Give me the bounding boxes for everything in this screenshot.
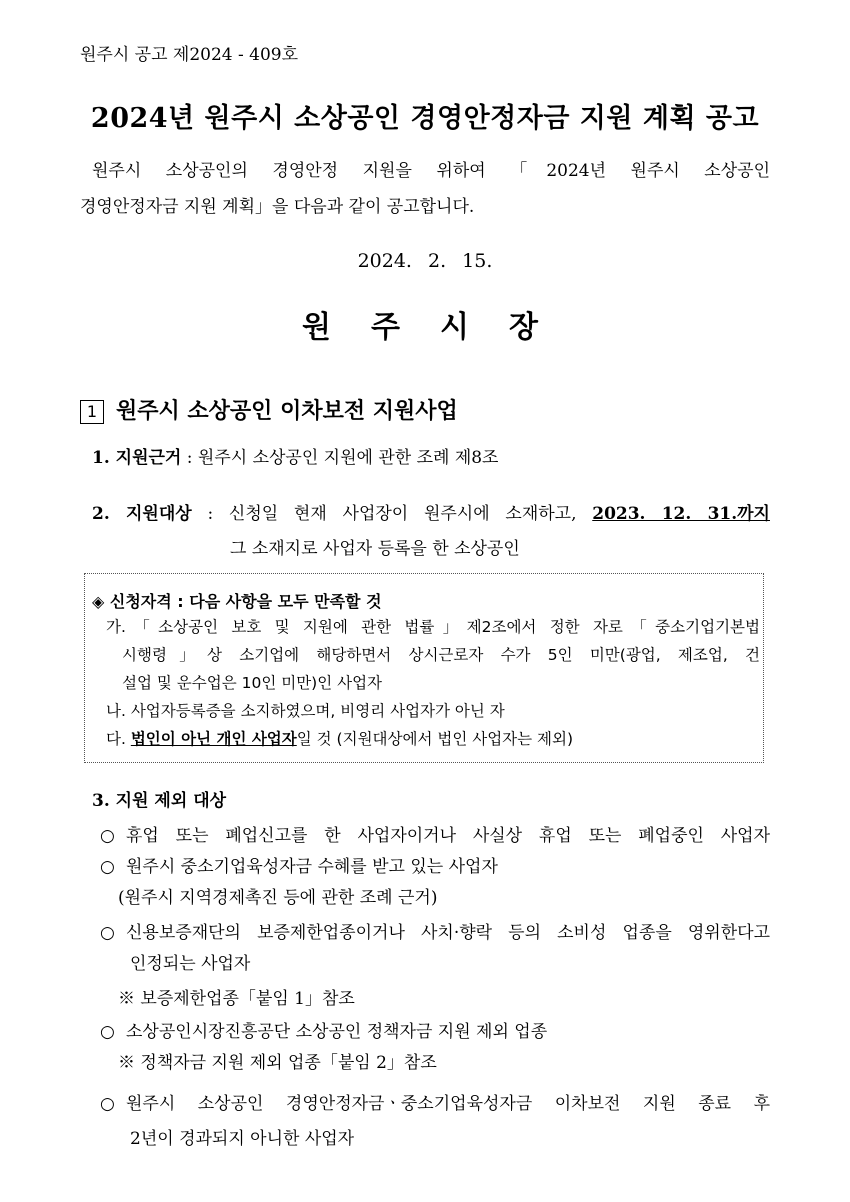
qualification-item-da-prefix: 다.: [106, 730, 131, 748]
qualification-item-ga-line-3: 설업 및 운수업은 10인 미만)인 사업자: [122, 674, 383, 692]
exclusion-item-5-text: 원주시 소상공인 경영안정자금ㆍ중소기업육성자금 이차보전 지원 종료 후: [126, 1094, 770, 1114]
circle-bullet-icon: ○: [100, 826, 115, 846]
support-basis: [92, 443, 498, 468]
circle-bullet-icon: ○: [100, 1022, 115, 1042]
exclusion-heading: 3. 지원 제외 대상: [92, 791, 227, 811]
exclusion-item-4-text: 소상공인시장진흥공단 소상공인 정책자금 지원 제외 업종: [126, 1022, 548, 1042]
support-basis-text: : 원주시 소상공인 지원에 관한 조례 제8조: [181, 448, 499, 468]
exclusion-item-1-text: 휴업 또는 폐업신고를 한 사업자이거나 사실상 휴업 또는 폐업중인 사업자: [126, 826, 770, 846]
exclusion-item-1: [100, 821, 770, 846]
exclusion-item-2: [100, 852, 498, 877]
qualification-title: ◈ 신청자격 : 다음 사항을 모두 만족할 것: [92, 592, 382, 611]
section-number-box: 1: [80, 400, 104, 424]
exclusion-item-5: [100, 1089, 770, 1114]
support-target-line-2: 그 소재지로 사업자 등록을 한 소상공인: [230, 539, 520, 559]
exclusion-item-3: [100, 918, 770, 943]
document-title: 2024년 원주시 소상공인 경영안정자금 지원 계획 공고: [90, 103, 760, 134]
exclusion-item-4-note: ※ 정책자금 지원 제외 업종「붙임 2」참조: [118, 1053, 437, 1073]
support-basis-label: 1. 지원근거: [92, 448, 182, 468]
qualification-item-da: [106, 727, 573, 749]
support-target-label: 2. 지원대상: [92, 504, 192, 524]
exclusion-item-4: [100, 1017, 547, 1042]
support-target-text: : 신청일 현재 사업장이 원주시에 소재하고,: [191, 504, 593, 524]
exclusion-item-2-note: (원주시 지역경제촉진 등에 관한 조례 근거): [118, 888, 438, 908]
circle-bullet-icon: ○: [100, 923, 115, 943]
circle-bullet-icon: ○: [100, 857, 115, 877]
exclusion-item-3-note: ※ 보증제한업종「붙임 1」참조: [118, 989, 355, 1009]
exclusion-item-3-line-2: 인정되는 사업자: [130, 954, 251, 974]
exclusion-item-3-text: 신용보증재단의 보증제한업종이거나 사치·향락 등의 소비성 업종을 영위한다고: [126, 923, 770, 943]
section-title: 원주시 소상공인 이차보전 지원사업: [116, 399, 458, 424]
intro-line-1: 원주시 소상공인의 경영안정 지원을 위하여 「2024년 원주시 소상공인: [92, 161, 770, 181]
exclusion-item-5-line-2: 2년이 경과되지 아니한 사업자: [130, 1129, 355, 1149]
qualification-item-na: 나. 사업자등록증을 소지하였으며, 비영리 사업자가 아닌 자: [106, 702, 505, 720]
circle-bullet-icon: ○: [100, 1094, 115, 1114]
exclusion-item-2-text: 원주시 중소기업육성자금 수혜를 받고 있는 사업자: [126, 857, 498, 877]
signer-name: 원주시장: [302, 310, 578, 345]
qualification-item-da-emphasis: 법인이 아닌 개인 사업자: [130, 730, 297, 748]
qualification-item-ga-line-1: 가.「소상공인 보호 및 지원에 관한 법률」제2조에서 정한 자로「중소기업기본법: [106, 618, 760, 636]
qualification-item-ga-line-2: 시행령」상 소기업에 해당하면서 상시근로자 수가 5인 미만(광업, 제조업, 건: [122, 646, 760, 664]
notice-date: 2024. 2. 15.: [357, 250, 493, 272]
support-target-line-1: [92, 499, 770, 524]
qualification-item-da-suffix: 일 것 (지원대상에서 법인 사업자는 제외): [296, 730, 574, 748]
intro-line-2: 경영안정자금 지원 계획」을 다음과 같이 공고합니다.: [80, 197, 475, 217]
support-target-deadline: 2023. 12. 31.까지: [592, 504, 770, 524]
notice-number: 원주시 공고 제2024 - 409호: [80, 45, 299, 65]
